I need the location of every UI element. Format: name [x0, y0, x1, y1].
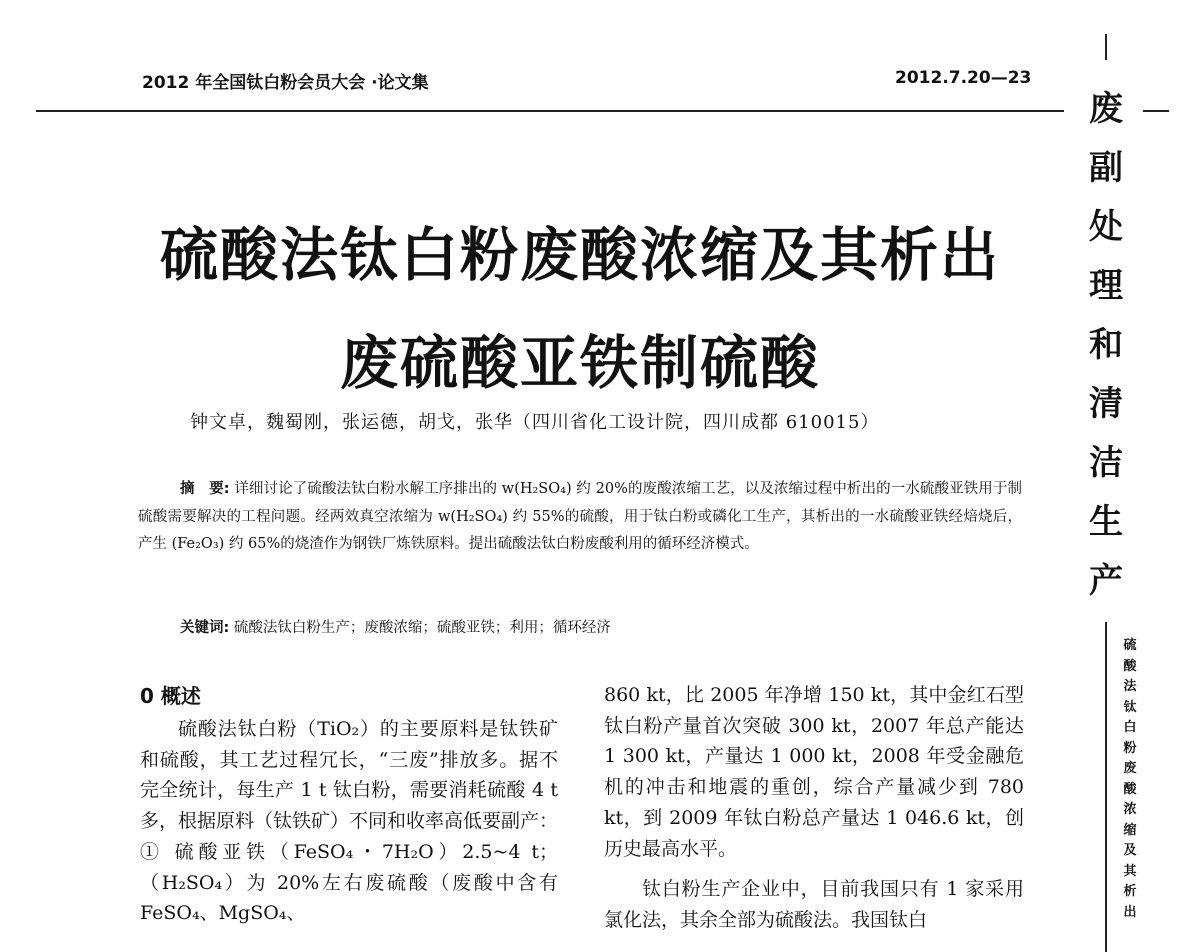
side-sub-char: 析	[1123, 884, 1137, 899]
side-sub-char: 其	[1123, 863, 1137, 879]
abstract	[138, 476, 1022, 559]
side-title-char: 处	[1089, 207, 1123, 247]
header-rule-right	[1143, 110, 1169, 112]
side-sub-char: 酸	[1123, 658, 1137, 674]
side-title-char: 理	[1089, 266, 1123, 306]
side-title-char: 废	[1089, 89, 1123, 129]
side-sub-char: 酸	[1123, 781, 1137, 797]
side-sub-char: 钛	[1123, 699, 1137, 715]
abstract-text: 详细讨论了硫酸法钛白粉水解工序排出的 w(H₂SO₄) 约 20%的废酸浓缩工艺，以及浓缩过程中析出的一水硫酸亚铁用于制硫酸需要解决的工程问题。经两效真空浓缩为 w(H₂SO₄) 约 55%的硫酸，用于钛白粉或磷化工生产，其析出的一水硫酸亚铁经焙烧后，产生 (Fe₂O₃) 约 65%的烧渣作为钢铁厂炼铁原料。提出硫酸法钛白粉废酸利用的循环经济模式。	[138, 481, 1022, 552]
side-title-char: 清	[1089, 384, 1123, 424]
paragraph: 860 kt，比 2005 年净增 150 kt，其中金红石型钛白粉产量首次突破 300 kt，2007 年总产能达 1 300 kt，产量达 1 000 kt，2008 年受金融危机的冲击和地震的重创，综合产量减少到 780 kt，到 2009 年钛白粉总产量达 1 046.6 kt，创历史最高水平。	[604, 684, 1024, 860]
side-sub-char: 硫	[1123, 638, 1137, 653]
side-divider-bottom	[1105, 622, 1107, 952]
running-header-left: 2012 年全国钛白粉会员大会 ·论文集	[142, 73, 429, 93]
side-article-title	[1112, 636, 1148, 923]
side-title-char: 产	[1089, 561, 1123, 601]
side-sub-char: 废	[1123, 761, 1137, 776]
keywords-text: 硫酸法钛白粉生产；废酸浓缩；硫酸亚铁；利用；循环经济	[233, 620, 611, 636]
side-sub-char: 浓	[1123, 802, 1137, 817]
side-sub-char: 出	[1123, 904, 1137, 920]
side-sub-char: 白	[1123, 720, 1137, 735]
side-title-char: 洁	[1089, 443, 1123, 483]
side-sub-char: 缩	[1123, 822, 1137, 838]
article-title-line-1: 硫酸法钛白粉废酸浓缩及其析出	[159, 221, 1000, 289]
keywords-label: 关键词:	[180, 620, 230, 636]
keywords	[180, 616, 611, 637]
side-divider-top	[1105, 34, 1107, 60]
paragraph: 硫酸法钛白粉（TiO₂）的主要原料是钛铁矿和硫酸，其工艺过程冗长，“三废”排放多。据不完全统计，每生产 1 t 钛白粉，需要消耗硫酸 4 t 多，根据原料（钛铁矿）不同和收率高低要副产：① 硫酸亚铁（FeSO₄・7H₂O）2.5~4 t；（H₂SO₄）为 20%左右废硫酸（废酸中含有 FeSO₄、MgSO₄、	[140, 718, 559, 925]
header-rule	[36, 110, 1064, 112]
body-column-right	[604, 680, 1024, 936]
running-header-date: 2012.7.20—23	[895, 68, 1032, 88]
side-sub-char: 法	[1123, 679, 1137, 694]
section-heading: 0 概述	[140, 684, 201, 708]
article-title-line-2: 废硫酸亚铁制硫酸	[339, 329, 820, 397]
side-sub-char: 粉	[1123, 740, 1137, 756]
body-column-left	[140, 714, 558, 929]
paragraph: 钛白粉生产企业中，目前我国只有 1 家采用氯化法，其余全部为硫酸法。我国钛白	[604, 878, 1024, 931]
side-title-char: 和	[1089, 325, 1123, 365]
author-line: 钟文卓，魏蜀刚，张运德，胡戈，张华（四川省化工设计院，四川成都 610015）	[190, 412, 880, 433]
abstract-label: 摘 要:	[180, 481, 230, 497]
side-title-char: 生	[1089, 502, 1123, 542]
side-sub-char: 及	[1123, 843, 1137, 858]
side-title-char: 副	[1089, 148, 1123, 188]
